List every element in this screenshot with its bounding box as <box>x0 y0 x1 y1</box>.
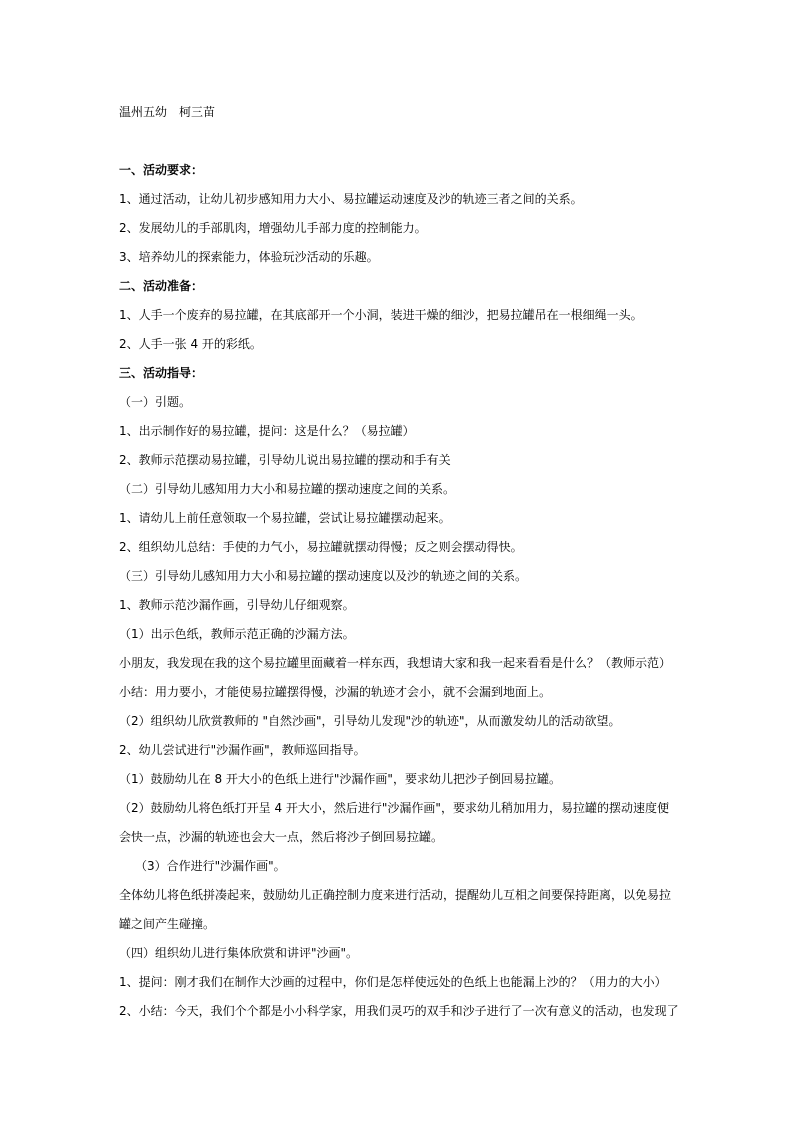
paragraph-line: 1、出示制作好的易拉罐，提问：这是什么？（易拉罐） <box>119 424 415 438</box>
paragraph-line: 2、人手一张 4 开的彩纸。 <box>119 337 262 351</box>
section-heading-preparation: 二、活动准备： <box>119 279 204 293</box>
paragraph-line: （二）引导幼儿感知用力大小和易拉罐的摆动速度之间的关系。 <box>119 482 456 496</box>
paragraph-line: （2）鼓励幼儿将色纸打开呈 4 开大小，然后进行"沙漏作画"，要求幼儿稍加用力，易拉罐的摆动速度便 <box>119 801 669 815</box>
section-heading-requirements: 一、活动要求： <box>119 163 204 177</box>
paragraph-line: 2、幼儿尝试进行"沙漏作画"，教师巡回指导。 <box>119 743 366 757</box>
paragraph-line: 2、发展幼儿的手部肌肉，增强幼儿手部力度的控制能力。 <box>119 221 427 235</box>
paragraph-line: （1）鼓励幼儿在 8 开大小的色纸上进行"沙漏作画"，要求幼儿把沙子倒回易拉罐。 <box>119 772 561 786</box>
paragraph-line: 3、培养幼儿的探索能力，体验玩沙活动的乐趣。 <box>119 250 379 264</box>
paragraph-line: 1、通过活动，让幼儿初步感知用力大小、易拉罐运动速度及沙的轨迹三者之间的关系。 <box>119 192 583 206</box>
paragraph-line-indented: （3）合作进行"沙漏作画"。 <box>135 859 286 873</box>
paragraph-line: （三）引导幼儿感知用力大小和易拉罐的摆动速度以及沙的轨迹之间的关系。 <box>119 569 528 583</box>
paragraph-line: 全体幼儿将色纸拼凑起来，鼓励幼儿正确控制力度来进行活动，提醒幼儿互相之间要保持距离，以免易拉 <box>119 888 672 902</box>
paragraph-line: 1、提问：刚才我们在制作大沙画的过程中，你们是怎样使远处的色纸上也能漏上沙的？（用力的大小） <box>119 975 667 989</box>
paragraph-line: 1、请幼儿上前任意领取一个易拉罐，尝试让易拉罐摆动起来。 <box>119 511 451 525</box>
paragraph-line: 2、小结：今天，我们个个都是小小科学家，用我们灵巧的双手和沙子进行了一次有意义的活动，也发现了 <box>119 1004 679 1018</box>
paragraph-line: （四）组织幼儿进行集体欣赏和讲评"沙画"。 <box>119 946 359 960</box>
paragraph-line: 小朋友，我发现在我的这个易拉罐里面藏着一样东西，我想请大家和我一起来看看是什么？（教师示范） <box>119 656 672 670</box>
paragraph-line: （2）组织幼儿欣赏教师的 "自然沙画"，引导幼儿发现"沙的轨迹"，从而激发幼儿的活动欲望。 <box>119 714 621 728</box>
paragraph-line: 2、教师示范摆动易拉罐，引导幼儿说出易拉罐的摆动和手有关 <box>119 453 451 467</box>
paragraph-line: 小结：用力要小，才能使易拉罐摆得慢，沙漏的轨迹才会小，就不会漏到地面上。 <box>119 685 552 699</box>
paragraph-line: 2、组织幼儿总结：手使的力气小，易拉罐就摆动得慢；反之则会摆动得快。 <box>119 540 523 554</box>
paragraph-line: （1）出示色纸，教师示范正确的沙漏方法。 <box>119 627 355 641</box>
paragraph-line: 1、人手一个废弃的易拉罐，在其底部开一个小洞，装进干燥的细沙，把易拉罐吊在一根细绳一头。 <box>119 308 643 322</box>
paragraph-line: （一）引题。 <box>119 395 192 409</box>
paragraph-line: 1、教师示范沙漏作画，引导幼儿仔细观察。 <box>119 598 355 612</box>
author-line: 温州五幼 柯三苗 <box>119 105 216 119</box>
paragraph-line: 会快一点，沙漏的轨迹也会大一点，然后将沙子倒回易拉罐。 <box>119 830 444 844</box>
section-heading-guidance: 三、活动指导： <box>119 366 204 380</box>
paragraph-line: 罐之间产生碰撞。 <box>119 917 216 931</box>
